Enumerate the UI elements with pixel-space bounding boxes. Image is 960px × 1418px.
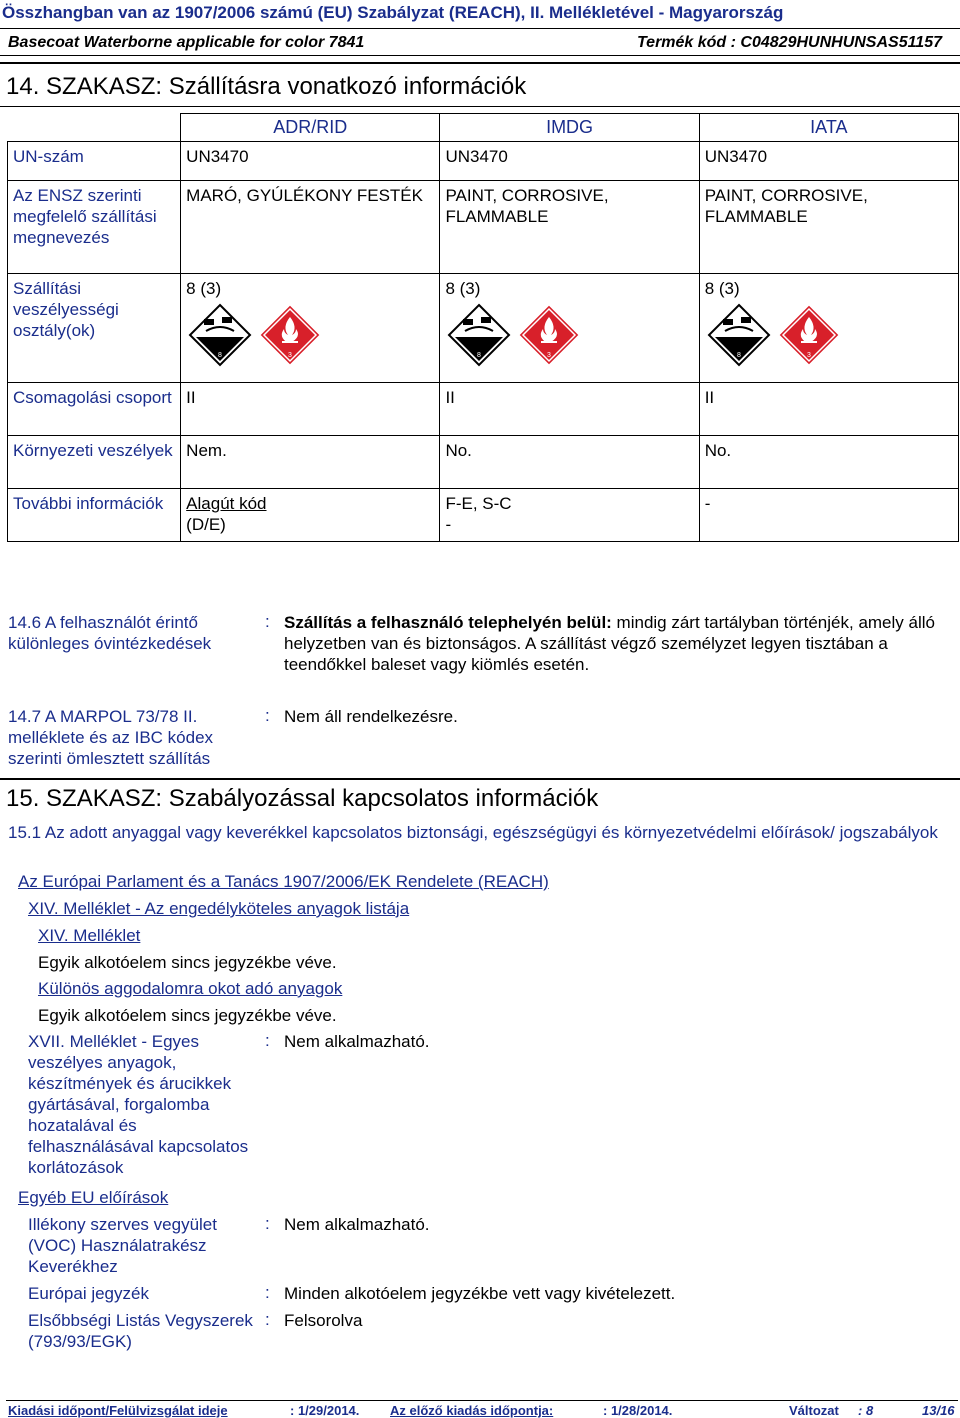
imdg-extra: -	[445, 515, 452, 534]
section-14-title-bar	[0, 62, 960, 107]
other-eu-link[interactable]: Egyéb EU előírások	[18, 1188, 169, 1207]
cell-pack-imdg: II	[440, 383, 699, 436]
colon: :	[265, 1310, 270, 1329]
class-value: 8 (3)	[186, 279, 222, 298]
voc-text: Nem alkalmazható.	[284, 1215, 430, 1234]
product-code: Termék kód : C04829HUNHUNSAS51157	[636, 34, 942, 51]
text-14-6-bold: Szállítás a felhasználó telephelyén belül:	[284, 613, 612, 632]
euro-inventory-text: Minden alkotóelem jegyzékbe vett vagy kivételezett.	[284, 1284, 676, 1303]
cell-class-imdg	[440, 274, 699, 383]
issue-date-value: : 1/29/2014.	[290, 1403, 360, 1418]
hazard-pictograms	[186, 303, 316, 365]
page-number: 13/16	[922, 1403, 955, 1418]
row-label-un: UN-szám	[8, 142, 181, 181]
cell-env-adr: Nem.	[181, 436, 440, 489]
text-14-6	[284, 612, 954, 675]
col-head-iata: IATA	[699, 114, 958, 142]
table-row-name	[8, 181, 959, 274]
section-15-title: 15. SZAKASZ: Szabályozással kapcsolatos információk	[6, 785, 599, 812]
cell-class-adr	[181, 274, 440, 383]
prev-issue-value: : 1/28/2014.	[603, 1403, 673, 1418]
cell-class-iata	[699, 274, 958, 383]
reach-link[interactable]: Az Európai Parlament és a Tanács 1907/2006/EK Rendelete (REACH)	[18, 872, 549, 891]
hazard-pictograms	[445, 303, 575, 365]
label-14-6: 14.6 A felhasználót érintő különleges óvintézkedések	[8, 613, 212, 653]
cell-pack-adr: II	[181, 383, 440, 436]
row-label-info: További információk	[8, 489, 181, 542]
table-row-un	[8, 142, 959, 181]
annex17-label: XVII. Melléklet - Egyes veszélyes anyagok, készítmények és árucikkek gyártásával, forgalomba hozatalával és felhasználásával kapcsolatos korlátozások	[28, 1032, 249, 1177]
cell-info-imdg	[440, 489, 699, 542]
colon: :	[265, 706, 270, 725]
corrosive-pictogram-icon	[449, 305, 509, 365]
colon: :	[265, 1031, 270, 1050]
annex14-text: Egyik alkotóelem sincs jegyzékbe véve.	[38, 953, 337, 972]
flammable-pictogram-icon	[779, 305, 839, 365]
row-label-pack: Csomagolási csoport	[8, 383, 181, 436]
flammable-pictogram-icon	[519, 305, 579, 365]
cell-un-adr: UN3470	[181, 142, 440, 181]
product-header	[0, 28, 960, 56]
hazard-pictograms	[705, 303, 835, 365]
class-value: 8 (3)	[704, 279, 740, 298]
transport-table	[7, 113, 959, 542]
subsection-15-1: 15.1 Az adott anyaggal vagy keverékkel kapcsolatos biztonsági, egészségügyi és környezetvédelmi előírások/ jogszabályok	[8, 823, 938, 842]
row-label-name: Az ENSZ szerinti megfelelő szállítási megnevezés	[8, 181, 181, 274]
row-label-env: Környezeti veszélyek	[8, 436, 181, 489]
cell-env-iata: No.	[699, 436, 958, 489]
issue-date-label: Kiadási időpont/Felülvizsgálat ideje	[8, 1403, 228, 1418]
tunnel-code-value: (D/E)	[186, 515, 226, 534]
footer	[6, 1400, 958, 1418]
pict-label-8: 8	[736, 352, 741, 359]
product-name: Basecoat Waterborne applicable for color 7841	[8, 34, 365, 51]
row-label-class: Szállítási veszélyességi osztály(ok)	[8, 274, 181, 383]
annex14b-link[interactable]: XIV. Melléklet	[38, 926, 141, 945]
label-14-7: 14.7 A MARPOL 73/78 II. melléklete és az IBC kódex szerinti ömlesztett szállítás	[8, 707, 214, 768]
cell-env-imdg: No.	[440, 436, 699, 489]
regulation-header: Összhangban van az 1907/2006 számú (EU) Szabályzat (REACH), II. Mellékletével - Magyarország	[0, 0, 960, 28]
cell-un-iata: UN3470	[699, 142, 958, 181]
cell-info-adr	[181, 489, 440, 542]
annex17-text: Nem alkalmazható.	[284, 1032, 430, 1051]
col-head-adr: ADR/RID	[181, 114, 440, 142]
section-14-title: 14. SZAKASZ: Szállításra vonatkozó információk	[6, 73, 527, 100]
table-row-info	[8, 489, 959, 542]
section-15-title-bar	[0, 778, 960, 814]
priority-list-text: Felsorolva	[284, 1311, 363, 1330]
class-value: 8 (3)	[445, 279, 481, 298]
table-head-row	[8, 114, 959, 142]
corrosive-pictogram-icon	[190, 305, 250, 365]
version-value: : 8	[858, 1403, 874, 1418]
colon: :	[265, 1283, 270, 1302]
table-row-class	[8, 274, 959, 383]
annex14-link[interactable]: XIV. Melléklet - Az engedélyköteles anyagok listája	[28, 899, 410, 918]
voc-label: Illékony szerves vegyület (VOC) Használatrakész Keverékhez	[28, 1215, 217, 1276]
text-14-6-body: mindig zárt tartályban történjék, amely álló helyzetben van és biztonságos. A szállítást végző személyzet legyen tisztában a teendőkkel baleset vagy kiömlés esetén.	[284, 613, 935, 674]
table-row-pack	[8, 383, 959, 436]
prev-issue-label: Az előző kiadás időpontja:	[390, 1403, 554, 1418]
pict-label-3: 3	[288, 352, 293, 359]
corrosive-pictogram-icon	[709, 305, 769, 365]
pict-label-8: 8	[477, 352, 482, 359]
table-row-env	[8, 436, 959, 489]
euro-inventory-label: Európai jegyzék	[28, 1284, 149, 1303]
cell-un-imdg: UN3470	[440, 142, 699, 181]
table-corner	[8, 114, 181, 142]
text-14-7: Nem áll rendelkezésre.	[284, 707, 458, 726]
colon: :	[265, 612, 270, 631]
tunnel-code-label: Alagút kód	[186, 494, 267, 513]
version-label: Változat	[789, 1403, 839, 1418]
ems-value: F-E, S-C	[445, 494, 512, 513]
cell-name-imdg: PAINT, CORROSIVE, FLAMMABLE	[440, 181, 699, 274]
pict-label-8: 8	[218, 352, 223, 359]
cell-info-iata: -	[699, 489, 958, 542]
flammable-pictogram-icon	[260, 305, 320, 365]
cell-pack-iata: II	[699, 383, 958, 436]
svhc-link[interactable]: Különös aggodalomra okot adó anyagok	[38, 979, 343, 998]
svhc-text: Egyik alkotóelem sincs jegyzékbe véve.	[38, 1006, 337, 1025]
pict-label-3: 3	[806, 352, 811, 359]
cell-name-adr: MARÓ, GYÚLÉKONY FESTÉK	[181, 181, 440, 274]
priority-list-label: Elsőbbségi Listás Vegyszerek (793/93/EGK)	[28, 1311, 253, 1351]
pict-label-3: 3	[547, 352, 552, 359]
col-head-imdg: IMDG	[440, 114, 699, 142]
colon: :	[265, 1214, 270, 1233]
cell-name-iata: PAINT, CORROSIVE, FLAMMABLE	[699, 181, 958, 274]
